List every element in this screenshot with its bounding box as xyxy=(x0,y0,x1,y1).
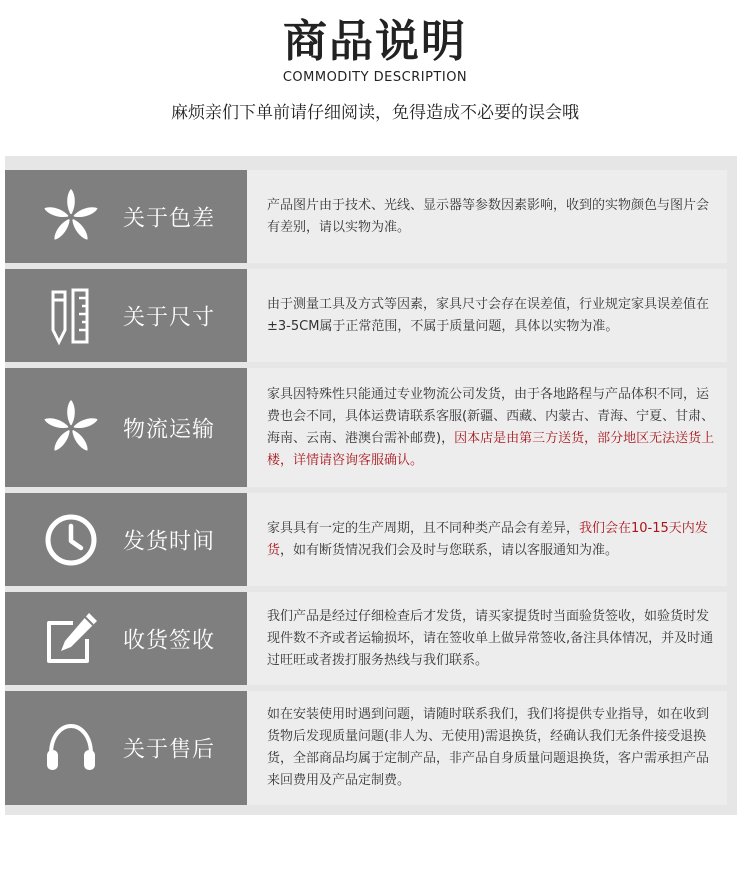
flower-icon xyxy=(43,398,99,458)
section-description xyxy=(267,518,717,562)
section-label: 关于色差 xyxy=(123,206,216,231)
section-description: 我们产品是经过仔细检查后才发货，请买家提货时当面验货签收，如验货时发现件数不齐或者运输损坏，请在签收单上做异常签收,备注具体情况，并及时通过旺旺或者拨打服务热线与我们联系。 xyxy=(267,608,714,668)
page-subtitle: COMMODITY DESCRIPTION xyxy=(282,70,468,85)
section-description-box xyxy=(247,493,727,586)
description-text-after: ，如有断货情况我们会及时与您联系，请以客服通知为准。 xyxy=(280,542,619,558)
section-after-sales xyxy=(5,691,750,805)
section-label-box xyxy=(5,269,247,362)
section-description: 产品图片由于技术、光线、显示器等参数因素影响，收到的实物颜色与图片会有差别，请以实物为准。 xyxy=(267,197,710,235)
clock-icon xyxy=(43,510,99,570)
flower-icon xyxy=(43,187,99,247)
pencil-ruler-icon xyxy=(43,286,99,346)
description-text: 家具具有一定的生产周期，且不同种类产品会有差异， xyxy=(267,520,580,536)
section-label-box xyxy=(5,493,247,586)
section-label-box xyxy=(5,368,247,487)
sign-edit-icon xyxy=(43,609,99,669)
section-label: 关于尺寸 xyxy=(123,305,216,330)
notice-text: 麻烦亲们下单前请仔细阅读，免得造成不必要的误会哦 xyxy=(171,103,579,123)
description-text: 家具因特殊性只能通过专业物流公司发货，由于各地路程与产品体积不同，运费也会不同，具体运费请联系客服(新疆、西藏、内蒙古、青海、宁夏、甘肃、海南、云南、港澳台需补邮费)， xyxy=(267,386,715,446)
section-description-box xyxy=(247,170,727,263)
headphones-icon xyxy=(43,718,99,778)
section-label: 物流运输 xyxy=(123,417,216,442)
section-description-box xyxy=(247,592,727,685)
section-color-difference xyxy=(5,170,750,263)
section-description-box xyxy=(247,368,727,487)
section-label-box xyxy=(5,691,247,805)
section-size xyxy=(5,269,750,362)
section-label: 发货时间 xyxy=(123,529,216,554)
section-description: 由于测量工具及方式等因素，家具尺寸会存在误差值，行业规定家具误差值在±3-5CM属于正常范围，不属于质量问题，具体以实物为准。 xyxy=(267,296,710,334)
section-delivery-time xyxy=(5,493,750,586)
section-description: 如在安装使用时遇到问题，请随时联系我们，我们将提供专业指导，如在收到货物后发现质量问题(非人为、无使用)需退换货，经确认我们无条件接受退换货，全部商品均属于定制产品，非产品自身质量问题退换货，客户需承担产品来回费用及产品定制费。 xyxy=(267,707,710,788)
highlight-text: 因本店是由第三方送货，部分地区无法送货上楼，详情请咨询客服确认。 xyxy=(267,430,715,468)
section-label-box xyxy=(5,170,247,263)
section-description-box xyxy=(247,269,727,362)
highlight-text: 我们会在10-15天内发货 xyxy=(267,520,708,558)
section-logistics xyxy=(5,368,750,487)
page-title: 商品说明 xyxy=(283,16,467,67)
section-label: 收货签收 xyxy=(123,628,216,653)
section-description xyxy=(267,384,717,472)
section-label: 关于售后 xyxy=(123,737,216,763)
section-label-box xyxy=(5,592,247,685)
section-receipt-signing xyxy=(5,592,750,685)
section-description-box xyxy=(247,691,727,805)
